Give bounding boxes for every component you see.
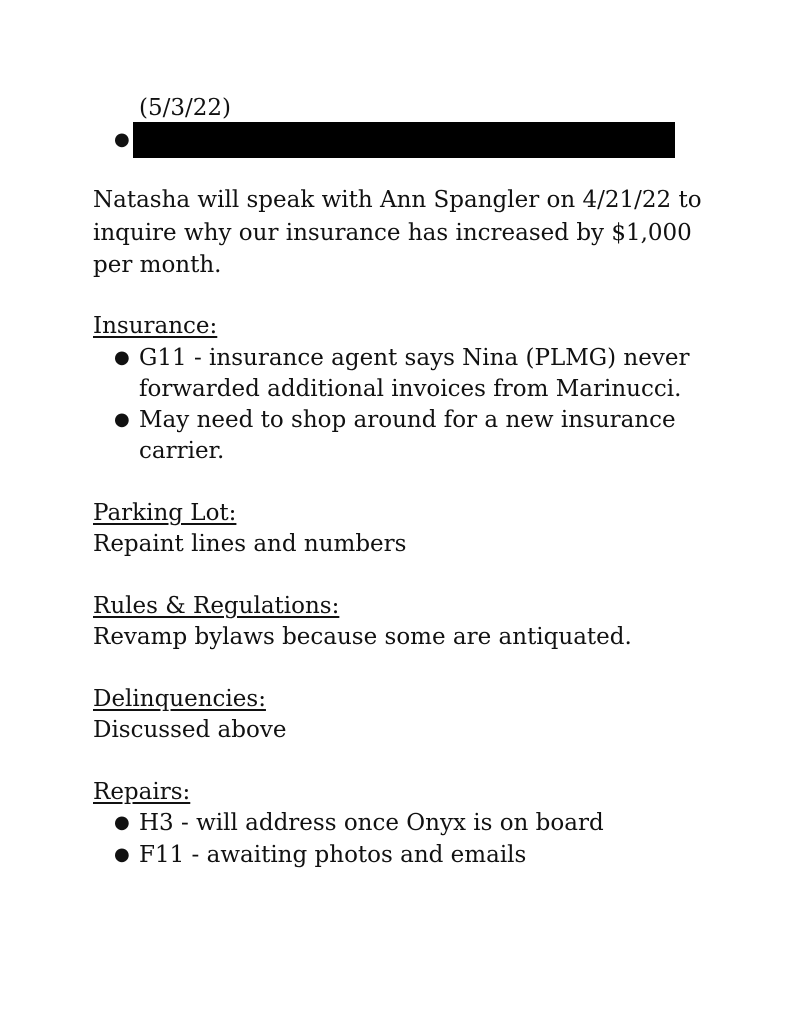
insurance-item-1-line-2: forwarded additional invoices from Marinucci. (139, 376, 682, 402)
redaction-bar (133, 122, 675, 158)
insurance-item-1-line-1: G11 - insurance agent says Nina (PLMG) never (139, 345, 690, 371)
rules-text: Revamp bylaws because some are antiquated. (93, 624, 632, 650)
rules-heading: Rules & Regulations: (93, 593, 340, 619)
delinquencies-text: Discussed above (93, 717, 287, 743)
insurance-heading: Insurance: (93, 313, 218, 339)
insurance-item-2-line-2: carrier. (139, 438, 225, 464)
repairs-heading: Repairs: (93, 779, 191, 805)
bullet-icon: ● (114, 812, 130, 833)
intro-line-2: inquire why our insurance has increased by $1,000 (93, 220, 692, 246)
parking-lot-text: Repaint lines and numbers (93, 531, 407, 557)
intro-line-1: Natasha will speak with Ann Spangler on 4/21/22 to (93, 187, 702, 213)
parking-lot-heading: Parking Lot: (93, 500, 237, 526)
bullet-icon: ● (114, 409, 130, 430)
bullet-icon: ● (114, 844, 130, 865)
date-line: (5/3/22) (139, 95, 231, 121)
insurance-item-2-line-1: May need to shop around for a new insurance (139, 407, 676, 433)
repairs-item-1: H3 - will address once Onyx is on board (139, 810, 604, 836)
bullet-icon: ● (114, 347, 130, 368)
delinquencies-heading: Delinquencies: (93, 686, 266, 712)
repairs-item-2: F11 - awaiting photos and emails (139, 842, 527, 868)
intro-line-3: per month. (93, 252, 222, 278)
bullet-icon: ● (114, 129, 130, 150)
